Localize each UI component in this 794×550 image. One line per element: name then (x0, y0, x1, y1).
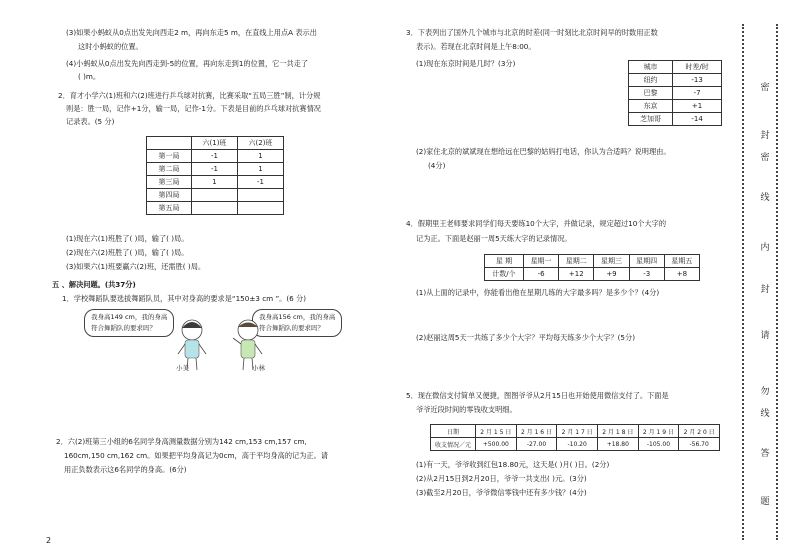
binding-label: 请 (760, 331, 770, 341)
section2-line2: 则是：胜一局，记作+1分，输一局，记作-1分。下表是目前的乒乓球对抗赛情况 (66, 104, 321, 113)
binding-dotted-line (776, 24, 781, 540)
table-header-row (431, 425, 720, 438)
table-cell (192, 202, 238, 215)
table-cell (192, 189, 238, 202)
q5r-sub2: (2)从2月15日到2月20日，爷爷一共支出( )元。(3分) (416, 474, 587, 483)
table-cell: 星期一 (523, 255, 558, 268)
speech-bubble-left: 我身高149 cm，我的身高 符合舞蹈队的要求吗？ (84, 309, 174, 337)
table-cell: 第四局 (147, 189, 192, 202)
table-cell: 2 月 1 7 日 (557, 425, 598, 438)
table-cell: 星期三 (594, 255, 629, 268)
table-row (147, 163, 284, 176)
table-cell: 时差/时 (673, 61, 722, 74)
q5r-line2: 爷爷近段时间的零钱收支明细。 (416, 405, 517, 414)
table-header-row (485, 255, 700, 268)
table-cell: 巴黎 (629, 87, 673, 100)
binding-label: 封 (760, 285, 770, 295)
table-cell: -1 (192, 150, 238, 163)
page-number: 2 (46, 536, 52, 545)
table-cell (238, 202, 284, 215)
q5r-sub1: (1)有一天，爷爷收到红包18.80元，这天是( )月( )日。(2分) (416, 460, 610, 469)
section2-q1: (1)现在六(1)班胜了( )局，输了( )局。 (66, 234, 189, 243)
table-row (431, 438, 720, 451)
table-cell: -3 (629, 268, 664, 281)
table-cell: 1 (238, 163, 284, 176)
q3r-sub2: (2)家住北京的斌斌现在想给远在巴黎的姑妈打电话，你认为合适吗？说明理由。 (416, 147, 671, 156)
table-cell: +18.80 (597, 438, 638, 451)
table-header-row (629, 61, 722, 74)
timezone-table (628, 60, 722, 126)
name-label-left: 小美 (176, 364, 189, 372)
table-cell: -1 (238, 176, 284, 189)
table-cell: 星期五 (664, 255, 699, 268)
section2-q3: (3)如果六(1)班要赢六(2)班，还需胜( )局。 (66, 262, 206, 271)
table-cell: 纽约 (629, 74, 673, 87)
table-cell: 2 月 2 0 日 (679, 425, 720, 438)
table-cell: 六(1)班 (192, 137, 238, 150)
table-cell: -56.70 (679, 438, 720, 451)
table-cell: 第五局 (147, 202, 192, 215)
section2-line1: 2．育才小学六(1)班和六(2)班进行乒乓球对抗赛，比赛采取“五局三胜”制，计分规 (58, 91, 321, 100)
binding-label: 答 (760, 449, 770, 459)
binding-label: 封 (760, 131, 770, 141)
q5r-sub3: (3)截至2月20日，爷爷微信零钱中还有多少钱？(4分) (416, 488, 587, 497)
table-row (629, 87, 722, 100)
section2-line3: 记录表。(5 分) (66, 117, 115, 126)
q3r-line2: 表示)。若现在北京时间是上午8:00。 (416, 42, 536, 51)
q4r-sub2: (2)赵丽这周5天一共练了多少个大字？平均每天练多少个大字？(5分) (416, 333, 636, 342)
speech-bubble-right: 我身高156 cm，我的身高 符合舞蹈队的要求吗？ (252, 309, 342, 337)
table-cell: 计数/个 (485, 268, 524, 281)
table-cell: 六(2)班 (238, 137, 284, 150)
table-row (147, 150, 284, 163)
section5-title: 五 、解决问题。(共37分) (52, 280, 136, 289)
table-cell: 收支情况／元 (431, 438, 476, 451)
table-cell: -7 (673, 87, 722, 100)
table-cell: +9 (594, 268, 629, 281)
table-cell: 1 (192, 176, 238, 189)
q3-line1: (3)如果小蚂蚁从0点出发先向西走2 m，再向东走5 m，在直线上用点A 表示出 (66, 28, 317, 37)
table-row (147, 189, 284, 202)
problem1-text: 1．学校舞蹈队要选拔舞蹈队员，其中对身高的要求是“150±3 cm ”。(6 分) (62, 294, 307, 303)
table-cell (147, 137, 192, 150)
table-cell: 星 期 (485, 255, 524, 268)
table-row (485, 268, 700, 281)
table-cell: -14 (673, 113, 722, 126)
q3r-sub2-points: (4分) (428, 161, 446, 170)
section2-q2: (2)现在六(2)班胜了( )局，输了( )局。 (66, 248, 189, 257)
pingpong-table (146, 136, 284, 215)
table-cell: 第三局 (147, 176, 192, 189)
table-cell: -1 (192, 163, 238, 176)
q4r-sub1: (1)从上面的记录中，你能看出他在星期几练的大字最多吗？是多少个？(4分) (416, 288, 660, 297)
binding-label: 密 (760, 153, 770, 163)
table-cell: 东京 (629, 100, 673, 113)
name-label-right: 小林 (252, 364, 265, 372)
table-cell: 2 月 1 8 日 (597, 425, 638, 438)
q3r-sub1: (1)现在东京时间是几时？(3分) (416, 59, 516, 68)
table-cell: -13 (673, 74, 722, 87)
table-header-row (147, 137, 284, 150)
q4r-line1: 4．假期里王老师要求同学们每天要练10个大字，并做记录，规定超过10个大字的 (406, 219, 667, 228)
table-cell: 星期四 (629, 255, 664, 268)
table-cell: +500.00 (476, 438, 517, 451)
table-cell: 第一局 (147, 150, 192, 163)
table-cell: 日期 (431, 425, 476, 438)
problem2-line2: 160cm,150 cm,162 cm。如果把平均身高记为0cm，高于平均身高的记为正。请 (64, 451, 328, 460)
table-cell: -10.20 (557, 438, 598, 451)
binding-label: 勿 (760, 387, 770, 397)
binding-label: 密 (760, 83, 770, 93)
binding-dotted-line (742, 24, 747, 540)
q4-line1: (4)小蚂蚁从0点出发先向西走到-5的位置，再向东走到1的位置，它一共走了 (66, 59, 309, 68)
table-cell (238, 189, 284, 202)
table-row (629, 113, 722, 126)
table-row (147, 176, 284, 189)
binding-label: 题 (760, 497, 770, 507)
table-cell: 1 (238, 150, 284, 163)
binding-label: 线 (760, 409, 770, 419)
q4r-line2: 记为正。下面是赵丽一周5天练大字的记录情况。 (416, 234, 572, 243)
binding-label: 线 (760, 193, 770, 203)
table-row (147, 202, 284, 215)
table-cell: 城市 (629, 61, 673, 74)
table-cell: -6 (523, 268, 558, 281)
table-cell: +1 (673, 100, 722, 113)
table-cell: +8 (664, 268, 699, 281)
table-cell: +12 (559, 268, 594, 281)
table-cell: 2 月 1 5 日 (476, 425, 517, 438)
table-row (629, 100, 722, 113)
q5r-line1: 5．现在微信支付简单又便捷，图图爷爷从2月15日也开始使用微信支付了。下面是 (406, 391, 669, 400)
payment-table (430, 424, 720, 451)
table-cell: -105.00 (638, 438, 679, 451)
q3-line2: 这时小蚂蚁的位置。 (78, 42, 143, 51)
table-row (629, 74, 722, 87)
table-cell: -27.00 (516, 438, 557, 451)
table-cell: 第二局 (147, 163, 192, 176)
problem2-line1: 2．六(2)班第三小组的6名同学身高测量数据分别为142 cm,153 cm,157 cm, (56, 437, 307, 446)
table-cell: 2 月 1 9 日 (638, 425, 679, 438)
q4-line2: ( )m。 (78, 72, 101, 81)
binding-label: 内 (760, 243, 770, 253)
table-cell: 2 月 1 6 日 (516, 425, 557, 438)
q3r-line1: 3．下表列出了国外几个城市与北京的时差(同一时刻比北京时间早的时数用正数 (406, 28, 658, 37)
table-cell: 星期二 (559, 255, 594, 268)
table-cell: 芝加哥 (629, 113, 673, 126)
problem2-line3: 用正负数表示这6名同学的身高。(6分) (64, 465, 187, 474)
characters-table (484, 254, 700, 281)
